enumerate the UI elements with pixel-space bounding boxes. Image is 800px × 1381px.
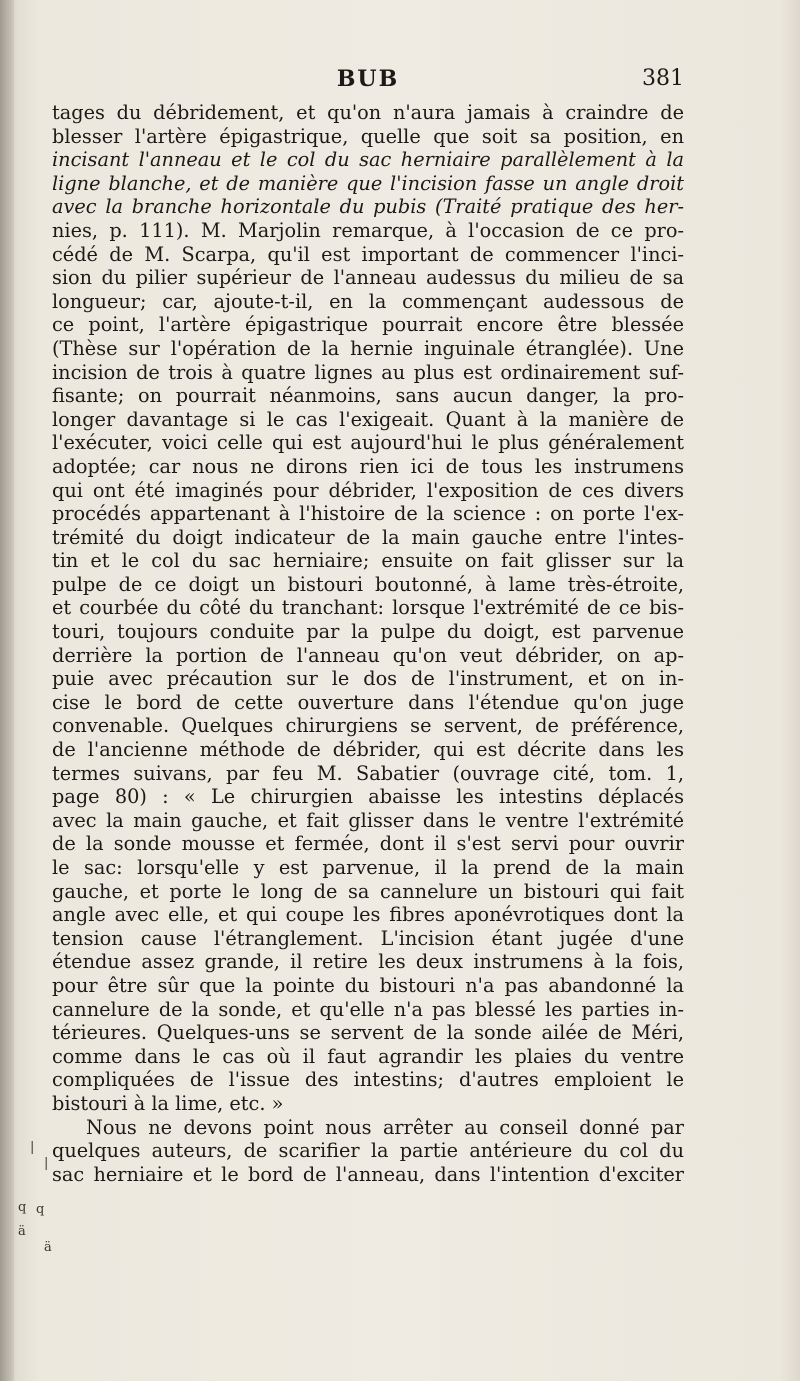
page-gutter xyxy=(0,0,14,1381)
text-line: de l'ancienne méthode de débrider, qui est décrite dans les xyxy=(52,738,684,762)
text-line: et courbée du côté du tranchant: lorsque l'extrémité de ce bis- xyxy=(52,596,684,620)
margin-mark: q xyxy=(36,1202,45,1217)
text-line: longer davantage si le cas l'exigeait. Quant à la manière de xyxy=(52,407,684,431)
text-line: de la sonde mousse et fermée, dont il s'est servi pour ouvrir xyxy=(52,832,684,856)
text-line: gauche, et porte le long de sa cannelure un bistouri qui fait xyxy=(52,879,684,903)
text-line: térieures. Quelques-uns se servent de la sonde ailée de Méri, xyxy=(52,1021,684,1045)
text-line: adoptée; car nous ne dirons rien ici de tous les instrumens xyxy=(52,454,684,478)
running-head: BUB xyxy=(336,66,400,92)
text-line: incisant l'anneau et le col du sac herniaire parallèlement à la xyxy=(52,148,684,172)
text-line: cédé de M. Scarpa, qu'il est important de commencer l'inci- xyxy=(52,242,684,266)
text-line: (Thèse sur l'opération de la hernie inguinale étranglée). Une xyxy=(52,336,684,360)
text-line: tin et le col du sac herniaire; ensuite on fait glisser sur la xyxy=(52,549,684,573)
text-line: compliquées de l'issue des intestins; d'autres emploient le xyxy=(52,1068,684,1092)
margin-mark: q xyxy=(18,1200,27,1215)
text-line: blesser l'artère épigastrique, quelle que soit sa position, en xyxy=(52,124,684,148)
text-line: fisante; on pourrait néanmoins, sans aucun danger, la pro- xyxy=(52,384,684,408)
text-line: longueur; car, ajoute-t-il, en la commençant audessous de xyxy=(52,289,684,313)
body-text xyxy=(52,101,684,1186)
margin-marks xyxy=(16,1140,56,1260)
text-line: Nous ne devons point nous arrêter au conseil donné par xyxy=(86,1115,684,1139)
margin-mark: ä xyxy=(44,1240,52,1255)
text-line: comme dans le cas où il faut agrandir les plaies du ventre xyxy=(52,1044,684,1068)
text-line: touri, toujours conduite par la pulpe du doigt, est parvenue xyxy=(52,620,684,644)
margin-mark: | xyxy=(44,1156,49,1171)
text-line: incision de trois à quatre lignes au plus est ordinairement suf- xyxy=(52,360,684,384)
text-line: le sac: lorsqu'elle y est parvenue, il la prend de la main xyxy=(52,856,684,879)
text-line: angle avec elle, et qui coupe les fibres aponévrotiques dont la xyxy=(52,903,684,927)
text-line: convenable. Quelques chirurgiens se servent, de préférence, xyxy=(52,714,684,738)
text-line: sion du pilier supérieur de l'anneau audessus du milieu de sa xyxy=(52,266,684,290)
text-line: cannelure de la sonde, et qu'elle n'a pas blessé les parties in- xyxy=(52,997,684,1021)
text-line: ligne blanche, et de manière que l'incision fasse un angle droit xyxy=(52,171,684,195)
text-line: bistouri à la lime, etc. » xyxy=(52,1091,284,1115)
text-line: étendue assez grande, il retire les deux instrumens à la fois, xyxy=(52,950,684,974)
page-header xyxy=(52,66,684,100)
text-line: qui ont été imaginés pour débrider, l'exposition de ces divers xyxy=(52,478,684,502)
text-line: quelques auteurs, de scarifier la partie antérieure du col du xyxy=(52,1139,684,1163)
text-line: sac herniaire et le bord de l'anneau, dans l'intention d'exciter xyxy=(52,1162,684,1186)
text-line: trémité du doigt indicateur de la main gauche entre l'intes- xyxy=(52,525,684,549)
page-number: 381 xyxy=(642,66,684,91)
text-line: tension cause l'étranglement. L'incision étant jugée d'une xyxy=(52,926,684,950)
text-line: nies, p. 111). M. Marjolin remarque, à l'occasion de ce pro- xyxy=(52,218,684,242)
text-line: page 80) : « Le chirurgien abaisse les intestins déplacés xyxy=(52,785,684,809)
text-line: avec la branche horizontale du pubis (Traité pratique des her- xyxy=(52,195,684,219)
text-line: ce point, l'artère épigastrique pourrait encore être blessée xyxy=(52,313,684,337)
text-line: cise le bord de cette ouverture dans l'étendue qu'on juge xyxy=(52,690,684,714)
margin-mark: ä xyxy=(18,1224,26,1239)
text-line: procédés appartenant à l'histoire de la science : on porte l'ex- xyxy=(52,502,684,526)
text-line: puie avec précaution sur le dos de l'instrument, et on in- xyxy=(52,667,684,691)
text-line: avec la main gauche, et fait glisser dans le ventre l'extrémité xyxy=(52,808,684,832)
text-line: termes suivans, par feu M. Sabatier (ouvrage cité, tom. 1, xyxy=(52,761,684,785)
text-line: pulpe de ce doigt un bistouri boutonné, à lame très-étroite, xyxy=(52,572,684,596)
margin-mark: | xyxy=(30,1140,35,1155)
text-line: tages du débridement, et qu'on n'aura jamais à craindre de xyxy=(52,101,684,124)
text-line: pour être sûr que la pointe du bistouri n'a pas abandonné la xyxy=(52,973,684,997)
text-line: derrière la portion de l'anneau qu'on veut débrider, on ap- xyxy=(52,643,684,667)
text-line: l'exécuter, voici celle qui est aujourd'hui le plus généralement xyxy=(52,431,684,455)
